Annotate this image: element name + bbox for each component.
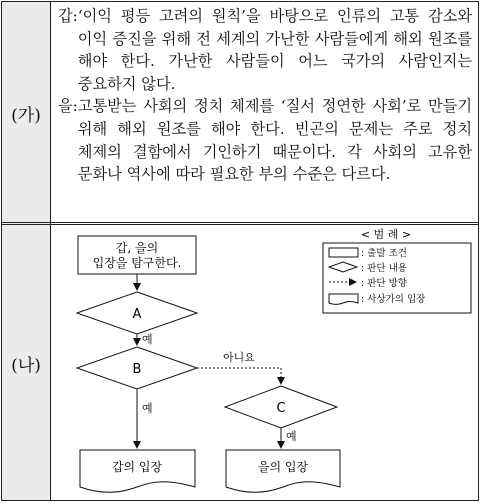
statement-gap-text: ‘이익 평등 고려의 원칙’을 바탕으로 인류의 고통 감소와 이익 증진을 위해 전 세계의 가난한 사람들에게 해외 원조를 해야 한다. 가난한 사람들이 어느 국가의 사람인지는 중요하지 않다. xyxy=(77,7,472,93)
label-yes-a: 예 xyxy=(142,333,153,346)
legend-item-direction: : 판단 방향 xyxy=(361,278,407,289)
result-eul-text: 을의 입장 xyxy=(257,460,309,474)
decision-c-label: C xyxy=(276,401,286,416)
speaker-eul: 을: xyxy=(58,97,78,116)
legend-item-decision: : 판단 내용 xyxy=(361,263,407,274)
row-label-ga: (가) xyxy=(11,106,41,126)
start-text-line1: 갑, 을의 xyxy=(115,241,159,255)
legend xyxy=(323,227,471,313)
decision-b-label: B xyxy=(132,362,142,377)
label-yes-c: 예 xyxy=(286,430,297,443)
decision-a-label: A xyxy=(132,307,142,322)
statement-eul-text: 고통받는 사회의 정치 체제를 ‘질서 정연한 사회’로 만들기 위해 해외 원조를 해야 한다. 빈곤의 문제는 주로 정치 체제의 결함에서 기인하기 때문이다. 각 사회의 고유한 문화나 역사에 따라 필요한 부의 수준은 다르다. xyxy=(77,97,472,184)
legend-title: < 범 례 > xyxy=(360,228,412,241)
start-text-line2: 입장을 탐구한다. xyxy=(92,256,182,270)
result-gap-text: 갑의 입장 xyxy=(111,460,163,474)
legend-item-start: : 출발 조건 xyxy=(361,248,407,259)
arrow-b-no xyxy=(197,368,281,384)
row-label-na: (나) xyxy=(11,356,41,376)
label-yes-b: 예 xyxy=(142,402,153,415)
legend-swatch-start xyxy=(329,248,358,257)
legend-item-position: : 사상가의 입장 xyxy=(361,294,426,305)
label-no-b: 아니요 xyxy=(223,351,255,364)
speaker-gap: 갑: xyxy=(58,7,78,25)
